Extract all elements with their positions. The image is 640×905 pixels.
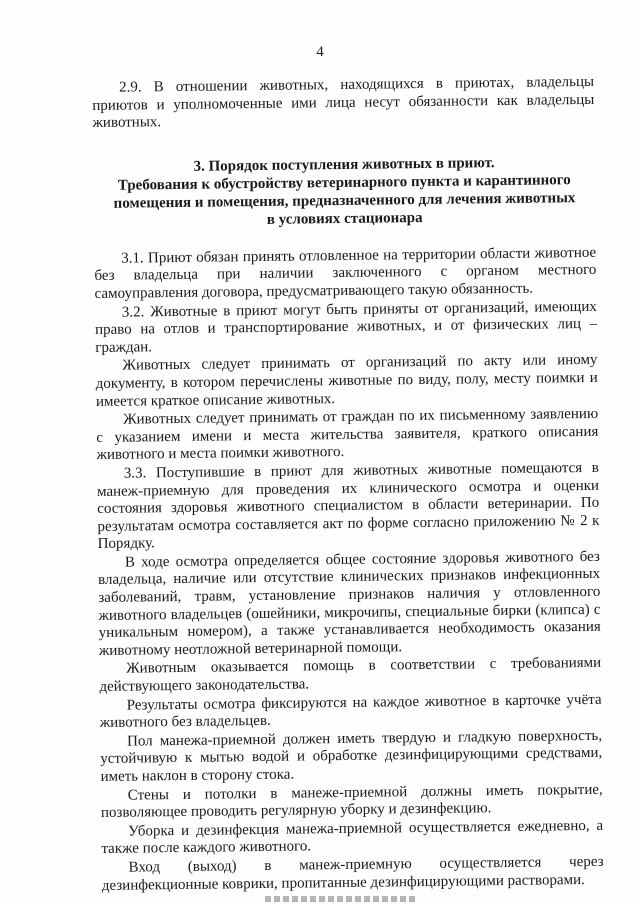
- paragraph-organizations: Животных следует принимать от организаций по акту или иному документу, в котором перечислены животные по виду, полу, месту поимки и имеется краткое описание животных.: [95, 352, 598, 410]
- paragraph-examination: В ходе осмотра определяется общее состояние здоровья животного без владельца, наличие или отсутствие клинических признаков инфекционных заболеваний, травм, установление признаков наличия у отловленного животного владельцев (ошейники, микрочипы, специальные бирки (клипса) с уникальным номером), а также устанавливается необходимость оказания животному неотложной ветеринарной помощи.: [98, 548, 601, 659]
- paragraph-floor: Пол манежа-приемной должен иметь твердую и гладкую поверхность, устойчивую к мытью водой и обработке дезинфицирующими средствами, иметь наклон в сторону стока.: [100, 727, 603, 785]
- paragraph-3-1: 3.1. Приют обязан принять отловленное на территории области животное без владельца при наличии заключенного с органом местного самоуправления договора, предусматривающего такую обязанность.: [94, 244, 597, 302]
- paragraph-entrance: Вход (выход) в манеж-приемную осуществляется через дезинфекционные коврики, пропитанные дезинфицирующими растворами.: [101, 853, 604, 894]
- section-heading-line-3: помещения и помещения, предназначенного для лечения животных: [113, 189, 576, 212]
- section-heading-line-1: 3. Порядок поступления животных в приют.: [193, 154, 495, 175]
- paragraph-cleaning: Уборка и дезинфекция манежа-приемной осуществляется ежедневно, а также после каждого животного.: [101, 817, 604, 858]
- scan-artifact-strip: [265, 896, 415, 902]
- paragraph-walls: Стены и потолки в манеже-приемной должны иметь покрытие, позволяющее проводить регулярную уборку и дезинфекцию.: [100, 781, 603, 822]
- section-heading: [93, 153, 596, 231]
- section-heading-line-4: в условиях стационара: [266, 209, 423, 228]
- paragraph-3-2: 3.2. Животные в приют могут быть приняты от организаций, имеющих право на отлов и транспортирование животных, и от физических лиц – граждан.: [94, 298, 598, 356]
- paragraph-citizens: Животных следует принимать от граждан по их письменному заявлению с указанием имени и места жительства заявителя, краткого описания животного и места поимки животного.: [96, 405, 599, 464]
- paragraph-3-3: 3.3. Поступившие в приют для животных животные помещаются в манеж-приемную для проведения их клинического осмотра и оценки состояния здоровья животного специалистом в области ветеринарии. По результатам осмотра составляется акт по форме согласно приложению № 2 к Порядку.: [96, 459, 600, 553]
- document-body: [92, 74, 604, 895]
- page-number: 4: [316, 44, 324, 60]
- paragraph-2-9: 2.9. В отношении животных, находящихся в приютах, владельцы приютов и уполномоченные ими лица несут обязанности как владельцы животных.: [92, 73, 595, 132]
- paragraph-assistance: Животным оказывается помощь в соответствии с требованиями действующего законодательства.: [99, 655, 602, 695]
- paragraph-results: Результаты осмотра фиксируются на каждое животное в карточке учёта животного без владельцев.: [99, 691, 602, 732]
- section-heading-line-2: Требования к обустройству ветеринарного пункта и карантинного: [117, 171, 571, 194]
